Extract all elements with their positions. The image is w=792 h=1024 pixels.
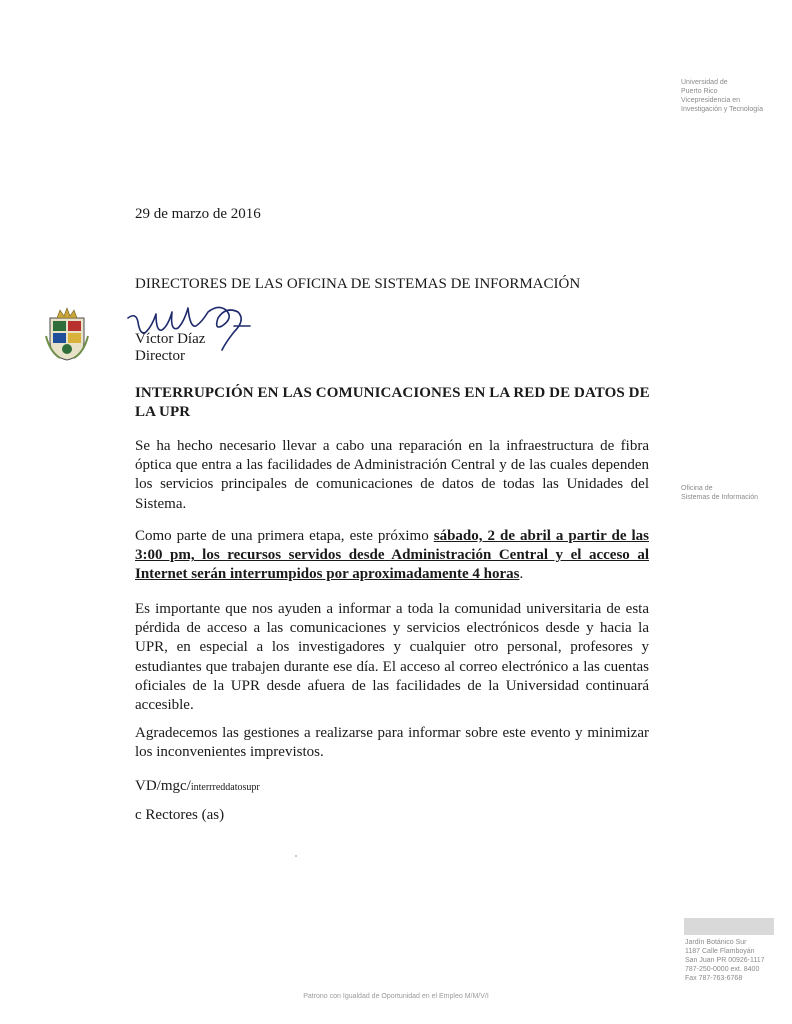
- letterhead-office: [681, 484, 758, 502]
- letterhead-line: Investigación y Tecnología: [681, 106, 763, 113]
- letter-date: 29 de marzo de 2016: [135, 206, 261, 222]
- paragraph-text: .: [519, 566, 524, 583]
- office-line: Sistemas de Información: [681, 494, 759, 501]
- address-line: Fax 787-763-6768: [685, 975, 743, 982]
- letterhead-university: [681, 78, 763, 114]
- letterhead-address: [685, 938, 765, 983]
- paragraph-inform-community: Es importante que nos ayuden a informar a toda la comunidad universitaria de esta pérdida de acceso a las comunicaciones y servicios electrónicos desde y hacia la UPR, en especial a los investigadores y cualquier otro personal, profesores y estudiantes que trabajen durante ese día. El acceso al correo electrónico a las cuentas oficiales de la UPR desde afuera de las facilidades de la Universidad continuará accesible.: [135, 601, 649, 714]
- scan-speck: [295, 855, 297, 857]
- reference-file-name: interrreddatosupr: [190, 782, 260, 793]
- address-line: Jardín Botánico Sur: [685, 939, 747, 946]
- reference-initials-text: VD/mgc/: [135, 778, 191, 794]
- office-line: Oficina de: [681, 485, 713, 492]
- paragraph-repair-notice: Se ha hecho necesario llevar a cabo una reparación en la infraestructura de fibra óptica que entra a las facilidades de Administración Central y de las cuales dependen los servicios principales de comunicaciones de datos de todas las Unidades del Sistema.: [135, 438, 649, 512]
- reference-initials: [135, 777, 260, 797]
- address-line: San Juan PR 00926-1117: [685, 957, 765, 964]
- carbon-copy-line: c Rectores (as): [135, 807, 225, 823]
- letterhead-line: Vicepresidencia en: [681, 97, 741, 104]
- footer-equal-opportunity: Patrono con Igualdad de Oportunidad en el Empleo M/M/V/I: [303, 993, 489, 1000]
- letter-recipient: DIRECTORES DE LAS OFICINA DE SISTEMAS DE INFORMACIÓN: [135, 276, 581, 292]
- interruption-details-emphasis: sábado, 2 de abril a partir de las 3:00 pm, los recursos servidos desde Administración Central y el acceso al Internet serán interrumpidos por aproximadamente 4 horas: [135, 528, 649, 583]
- signer-name: Víctor Díaz: [135, 331, 206, 347]
- address-bar-graphic: [684, 918, 774, 935]
- paragraph-interruption-schedule: [135, 527, 649, 585]
- paragraph-text: Como parte de una primera etapa, este próximo: [135, 528, 434, 544]
- university-seal-icon: [44, 306, 90, 362]
- letterhead-line: Puerto Rico: [681, 88, 718, 95]
- letter-subject: INTERRUPCIÓN EN LAS COMUNICACIONES EN LA RED DE DATOS DE LA UPR: [135, 385, 650, 420]
- address-line: 787-250-0000 ext. 8400: [685, 966, 760, 973]
- signer-title: Director: [135, 348, 185, 364]
- address-line: 1187 Calle Flamboyán: [685, 948, 755, 955]
- letterhead-line: Universidad de: [681, 79, 728, 86]
- paragraph-thanks: Agradecemos las gestiones a realizarse para informar sobre este evento y minimizar los inconvenientes imprevistos.: [135, 725, 649, 761]
